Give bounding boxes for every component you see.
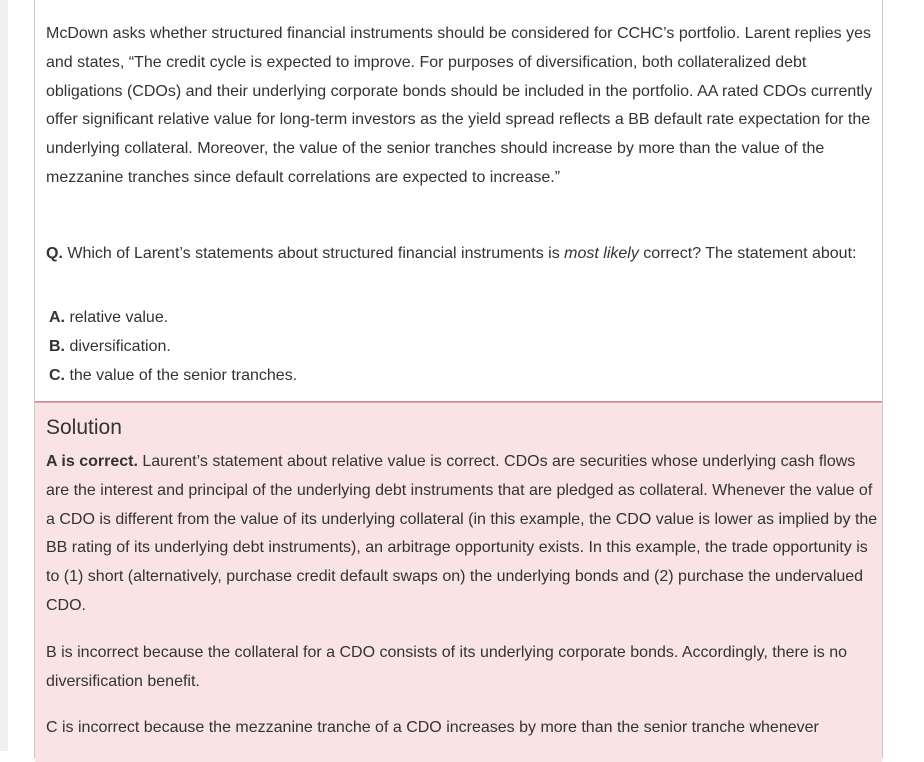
option-c[interactable] [49, 361, 297, 390]
solution-panel [35, 402, 882, 762]
option-b[interactable] [49, 332, 297, 361]
solution-correct-text: Laurent’s statement about relative value is correct. CDOs are securities whose underlying cash flows are the interest and principal of the underlying debt instruments that are pledged as collateral. Whenever the value of a CDO is different from the value of its underlying collateral (in this example, the CDO value is lower as implied by the BB rating of its underlying debt instruments), an arbitrage opportunity exists. In this example, the trade opportunity is to (1) short (alternatively, purchase credit default swaps on) the underlying bonds and (2) purchase the undervalued CDO. [46, 453, 878, 614]
option-a[interactable] [49, 303, 297, 332]
content-frame [34, 0, 883, 758]
option-c-letter: C. [49, 367, 65, 384]
option-c-text: the value of the senior tranches. [65, 367, 298, 384]
option-a-letter: A. [49, 309, 65, 326]
solution-paragraph-c: C is incorrect because the mezzanine tranche of a CDO increases by more than the senior tranche whenever [46, 719, 819, 736]
question-emphasis: most likely [564, 245, 639, 262]
answer-options [49, 303, 297, 390]
solution-paragraph-b: B is incorrect because the collateral for a CDO consists of its underlying corporate bonds. Accordingly, there is no diversification benefit. [46, 644, 847, 690]
solution-correct-lead: A is correct. [46, 453, 138, 470]
option-b-letter: B. [49, 338, 65, 355]
question-panel [35, 0, 882, 402]
question-label: Q. [46, 245, 63, 262]
question-text-after: correct? The statement about: [638, 245, 857, 262]
option-b-text: diversification. [65, 338, 171, 355]
case-passage: McDown asks whether structured financial instruments should be considered for CCHC’s portfolio. Larent replies yes and states, “The credit cycle is expected to improve. For purposes of diversification, both collateralized debt obligations (CDOs) and their underlying corporate bonds should be included in the portfolio. AA rated CDOs currently offer significant relative value for long-term investors as the yield spread reflects a BB default rate expectation for the underlying collateral. Moreover, the value of the senior tranches should increase by more than the value of the mezzanine tranches since default correlations are expected to increase.” [46, 25, 873, 186]
question-stem [46, 242, 878, 266]
question-text-before: Which of Larent’s statements about structured financial instruments is [62, 245, 565, 262]
left-gutter [0, 0, 8, 751]
solution-paragraph-correct [46, 448, 878, 621]
option-a-text: relative value. [65, 309, 169, 326]
solution-title: Solution [46, 416, 122, 439]
